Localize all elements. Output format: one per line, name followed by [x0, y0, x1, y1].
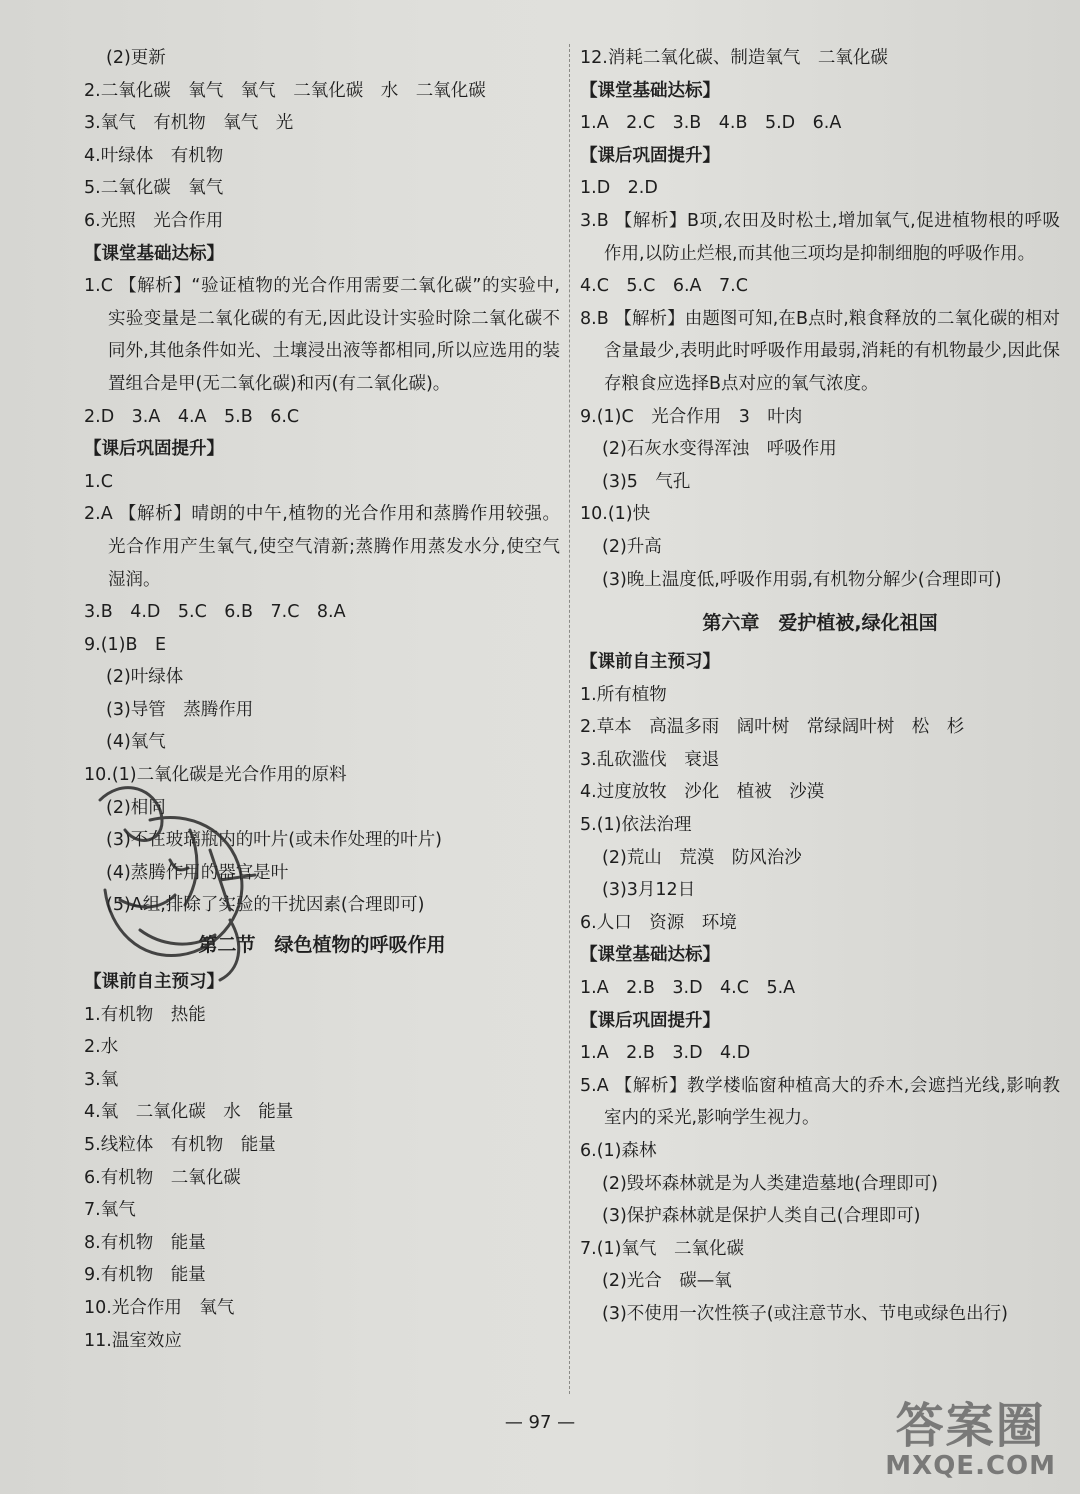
section-heading: 【课堂基础达标】 [580, 945, 720, 966]
answer-line: 1.C 【解析】“验证植物的光合作用需要二氧化碳”的实验中,实验变量是二氧化碳的有无,因此设计实验时除二氧化碳不同外,其他条件如光、土壤浸出液等都相同,所以应选用的装置组合是甲(无二氧化碳)和丙(有二氧化碳)。 [84, 276, 560, 394]
answer-line: (2)叶绿体 [106, 667, 184, 688]
answer-line: 4.叶绿体 有机物 [84, 145, 224, 166]
answer-line: 1.A 2.C 3.B 4.B 5.D 6.A [580, 113, 842, 134]
handwritten-stamp [80, 760, 280, 990]
right-column [580, 42, 1060, 1331]
watermark-title: 答案圈 [895, 1398, 1046, 1454]
answer-line: 6.光照 光合作用 [84, 210, 224, 231]
chapter-title: 第二节 绿色植物的呼吸作用 [198, 934, 446, 957]
section-heading: 【课前自主预习】 [84, 972, 224, 993]
section-heading: 【课后巩固提升】 [84, 439, 224, 460]
answer-line: 1.A 2.B 3.D 4.D [580, 1043, 751, 1064]
answer-line: 5.线粒体 有机物 能量 [84, 1135, 276, 1155]
answer-line: 12.消耗二氧化碳、制造氧气 二氧化碳 [580, 48, 888, 68]
answer-line: (2)毁坏森林就是为人类建造墓地(合理即可) [602, 1173, 938, 1194]
watermark-logo [885, 1400, 1056, 1480]
answer-line: 8.有机物 能量 [84, 1232, 206, 1253]
answer-line: 10.(1)快 [580, 504, 651, 525]
answer-line: (5)A组,排除了实验的干扰因素(合理即可) [106, 895, 425, 916]
answer-line: (2)相同 [106, 797, 166, 818]
answer-line: 3.氧 [84, 1069, 119, 1090]
answer-line: 2.D 3.A 4.A 5.B 6.C [84, 406, 300, 427]
answer-line: 5.二氧化碳 氧气 [84, 178, 224, 199]
answer-line: (4)蒸腾作用的器官是叶 [106, 862, 289, 883]
chapter-title: 第六章 爱护植被,绿化祖国 [702, 612, 938, 635]
answer-line: 5.A 【解析】教学楼临窗种植高大的乔木,会遮挡光线,影响教室内的采光,影响学生视力。 [580, 1075, 1060, 1129]
section-heading: 【课堂基础达标】 [84, 243, 224, 264]
answer-line: (3)3月12日 [602, 880, 696, 901]
answer-line: 2.二氧化碳 氧气 氧气 二氧化碳 水 二氧化碳 [84, 80, 486, 101]
answer-line: (3)不使用一次性筷子(或注意节水、节电或绿色出行) [602, 1303, 1008, 1324]
answer-line: 5.(1)依法治理 [580, 815, 692, 836]
answer-line: (3)5 气孔 [602, 471, 691, 492]
answer-line: 7.(1)氧气 二氧化碳 [580, 1238, 744, 1259]
answer-line: 3.B 【解析】B项,农田及时松土,增加氧气,促进植物根的呼吸作用,以防止烂根,而其他三项均是抑制细胞的呼吸作用。 [580, 210, 1060, 264]
left-column [84, 42, 560, 1357]
answer-line: 6.(1)森林 [580, 1141, 657, 1161]
answer-line: (3)保护森林就是保护人类自己(合理即可) [602, 1206, 921, 1227]
answer-line: 10.(1)二氧化碳是光合作用的原料 [84, 765, 347, 786]
watermark-url: MXQE.COM [885, 1451, 1056, 1481]
section-heading: 【课堂基础达标】 [580, 80, 720, 101]
answer-line: 4.C 5.C 6.A 7.C [580, 276, 748, 297]
answer-line: 10.光合作用 氧气 [84, 1297, 235, 1318]
section-heading: 【课后巩固提升】 [580, 145, 720, 166]
page-number: — 97 — [504, 1412, 576, 1433]
answer-line: 11.温室效应 [84, 1330, 182, 1351]
answer-line: (3)不在玻璃瓶内的叶片(或未作处理的叶片) [106, 830, 442, 851]
answer-line: 3.氧气 有机物 氧气 光 [84, 113, 294, 134]
answer-line: 2.A 【解析】晴朗的中午,植物的光合作用和蒸腾作用较强。光合作用产生氧气,使空气清新;蒸腾作用蒸发水分,使空气湿润。 [84, 504, 560, 590]
answer-line: (4)氧气 [106, 732, 166, 753]
column-divider [569, 44, 570, 1394]
answer-line: 3.B 4.D 5.C 6.B 7.C 8.A [84, 602, 346, 623]
answer-line: 2.草本 高温多雨 阔叶树 常绿阔叶树 松 杉 [580, 717, 965, 738]
answer-line: (3)晚上温度低,呼吸作用弱,有机物分解少(合理即可) [602, 569, 1002, 590]
answer-line: (2)更新 [106, 48, 166, 68]
answer-line: 4.过度放牧 沙化 植被 沙漠 [580, 782, 825, 803]
answer-line: (2)荒山 荒漠 防风治沙 [602, 847, 802, 868]
answer-line: 1.A 2.B 3.D 4.C 5.A [580, 978, 796, 999]
answer-line: 1.所有植物 [580, 684, 667, 705]
answer-line: (3)导管 蒸腾作用 [106, 699, 254, 720]
section-heading: 【课后巩固提升】 [580, 1010, 720, 1031]
answer-line: 2.水 [84, 1037, 119, 1058]
answer-line: 9.有机物 能量 [84, 1265, 206, 1286]
answer-line: 9.(1)C 光合作用 3 叶肉 [580, 406, 803, 427]
section-heading: 【课前自主预习】 [580, 652, 720, 673]
answer-line: 4.氧 二氧化碳 水 能量 [84, 1102, 294, 1123]
answer-line: 1.C [84, 471, 113, 492]
answer-line: 6.有机物 二氧化碳 [84, 1167, 241, 1188]
answer-line: 9.(1)B E [84, 634, 167, 655]
answer-line: 7.氧气 [84, 1200, 136, 1221]
answer-line: 1.D 2.D [580, 178, 658, 199]
answer-line: 8.B 【解析】由题图可知,在B点时,粮食释放的二氧化碳的相对含量最少,表明此时呼吸作用最弱,消耗的有机物最少,因此保存粮食应选择B点对应的氧气浓度。 [580, 308, 1060, 394]
answer-line: 1.有机物 热能 [84, 1004, 206, 1025]
answer-line: (2)石灰水变得浑浊 呼吸作用 [602, 439, 837, 460]
answer-line: (2)光合 碳—氧 [602, 1271, 732, 1292]
answer-line: 6.人口 资源 环境 [580, 912, 737, 933]
answer-line: 3.乱砍滥伐 衰退 [580, 749, 720, 770]
answer-line: (2)升高 [602, 536, 662, 557]
